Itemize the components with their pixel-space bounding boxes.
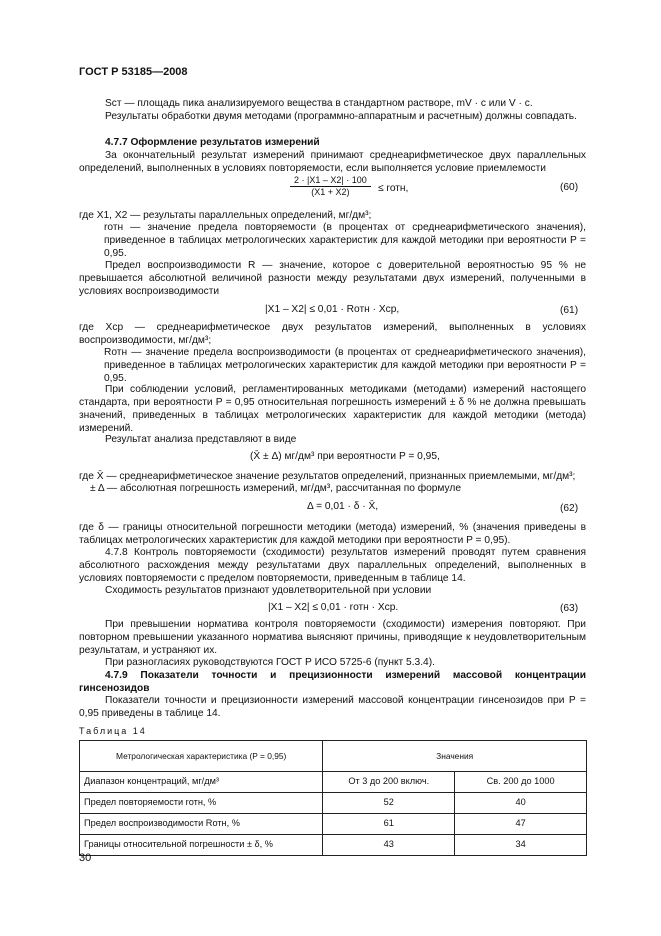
paragraph-478: 4.7.8 Контроль повторяемости (сходимости) результатов измерений проводят путем сравнения абсолютного расхождения между результатами двух параллельных определений, выполненных в условиях повторяемости с пределом повторяемости, приведенным в таблице 14. (79, 547, 586, 584)
definition-delta-bounds: где δ — границы относительной погрешности методики (метода) измерений, % (значения приведены в таблицах метрологических характеристик для каждой методики при вероятности P = 0,95). (79, 522, 586, 546)
formula-60 (290, 175, 371, 199)
formula-60-rhs: ≤ rотн, (378, 183, 409, 194)
formula-60-numerator: 2 · |X1 – X2| · 100 (290, 175, 371, 187)
definition-delta: ± Δ — абсолютная погрешность измерений, мг/дм³, рассчитанная по формуле (90, 483, 462, 494)
definition-x1x2: где X1, X2 — результаты параллельных определений, мг/дм³; (79, 210, 372, 221)
table-header-values: Значения (323, 741, 587, 772)
table-cell-characteristic: Предел воспроизводимости Rотн, % (80, 814, 323, 835)
paragraph-present: Результат анализа представляют в виде (105, 434, 297, 445)
definition-Rotn: Rотн — значение предела воспроизводимости (в процентах от среднеарифметического значения), приведенное в таблицах метрологических характеристик для каждой методики при вероятности P = 0,95. (104, 347, 586, 384)
formula-62: Δ = 0,01 · δ · X̄, (307, 501, 379, 512)
table-cell-value: 61 (323, 814, 455, 835)
formula-61: |X1 – X2| ≤ 0,01 · Rотн · Xср, (265, 304, 400, 315)
table-cell-value: Св. 200 до 1000 (455, 772, 587, 793)
paragraph-exceed: При превышении норматива контроля повторяемости (сходимости) измерения повторяют. При повторном превышении указанного норматива выясняют причины, приводящие к неудовлетворительным результатам, и устраняют их. (79, 619, 586, 656)
definition-rotn: rотн — значение предела повторяемости (в процентах от среднеарифметического значения), приведенное в таблицах метрологических характеристик для каждой методики при вероятности P = 0,95. (104, 222, 586, 259)
section-heading-477: 4.7.7 Оформление результатов измерений (105, 137, 320, 148)
table-cell-value: 34 (455, 835, 587, 856)
paragraph-sst: Sст — площадь пика анализируемого вещества в стандартном растворе, mV · c или V · c. (105, 98, 533, 109)
table-cell-characteristic: Диапазон концентраций, мг/дм³ (80, 772, 323, 793)
definition-xcp: где Xср — среднеарифметическое двух результатов измерений, выполненных в условиях воспроизводимости, мг/дм³; (79, 322, 586, 346)
equation-number-60: (60) (560, 182, 579, 193)
equation-number-61: (61) (560, 305, 579, 316)
table-caption: Таблица 14 (79, 726, 147, 736)
formula-63: |X1 – X2| ≤ 0,01 · rотн · Xср. (268, 602, 399, 613)
document-header: ГОСТ Р 53185—2008 (79, 66, 188, 78)
equation-number-62: (62) (560, 503, 579, 514)
table-cell-value: От 3 до 200 включ. (323, 772, 455, 793)
section-heading-479: 4.7.9 Показатели точности и прецизионности измерений массовой концентрации гинсенозидов (79, 670, 586, 694)
metrology-table (79, 740, 587, 856)
table-cell-characteristic: Предел повторяемости rотн, % (80, 793, 323, 814)
paragraph-reproducibility: Предел воспроизводимости R — значение, которое с доверительной вероятностью 95 % не превышается абсолютной величиной разности между результатами двух измерений, полученными в условиях воспроизводимости (79, 260, 586, 297)
paragraph-compliance: При соблюдении условий, регламентированных методиками (методами) измерений настоящего стандарта, при вероятности P = 0,95 относительная погрешность измерений ± δ % не должна превышать значений, приведенных в таблицах метрологических характеристик для каждой методики (метода) измерений. (79, 384, 586, 434)
table-header-characteristic: Метрологическая характеристика (P = 0,95) (80, 741, 323, 772)
table-row (80, 772, 587, 793)
paragraph-convergence: Сходимость результатов признают удовлетворительной при условии (105, 585, 432, 596)
table-header-row (80, 741, 587, 772)
formula-present: (X̄ ± Δ) мг/дм³ при вероятности P = 0,95, (250, 451, 440, 462)
paragraph-results: Результаты обработки двумя методами (программно-аппаратным и расчетным) должны совпадать. (105, 111, 577, 122)
table-cell-value: 43 (323, 835, 455, 856)
paragraph-dispute: При разногласиях руководствуются ГОСТ Р ИСО 5725-6 (пункт 5.3.4). (105, 657, 435, 668)
page-number: 30 (79, 852, 92, 864)
paragraph-final-result: За окончательный результат измерений принимают среднеарифметическое двух параллельных определений, выполненных в условиях повторяемости, если выполняется условие приемлемости (79, 150, 586, 174)
table-row (80, 793, 587, 814)
definition-xbar: где X̄ — среднеарифметическое значение результатов определений, признанных приемлемыми, мг/дм³; (79, 471, 576, 482)
table-cell-value: 40 (455, 793, 587, 814)
table-row (80, 814, 587, 835)
equation-number-63: (63) (560, 603, 579, 614)
table-cell-value: 47 (455, 814, 587, 835)
table-row (80, 835, 587, 856)
formula-60-denominator: (X1 + X2) (311, 187, 350, 198)
paragraph-indices: Показатели точности и прецизионности измерений массовой концентрации гинсенозидов при P = 0,95 приведены в таблице 14. (79, 695, 586, 719)
table-cell-value: 52 (323, 793, 455, 814)
table-cell-characteristic: Границы относительной погрешности ± δ, % (80, 835, 323, 856)
